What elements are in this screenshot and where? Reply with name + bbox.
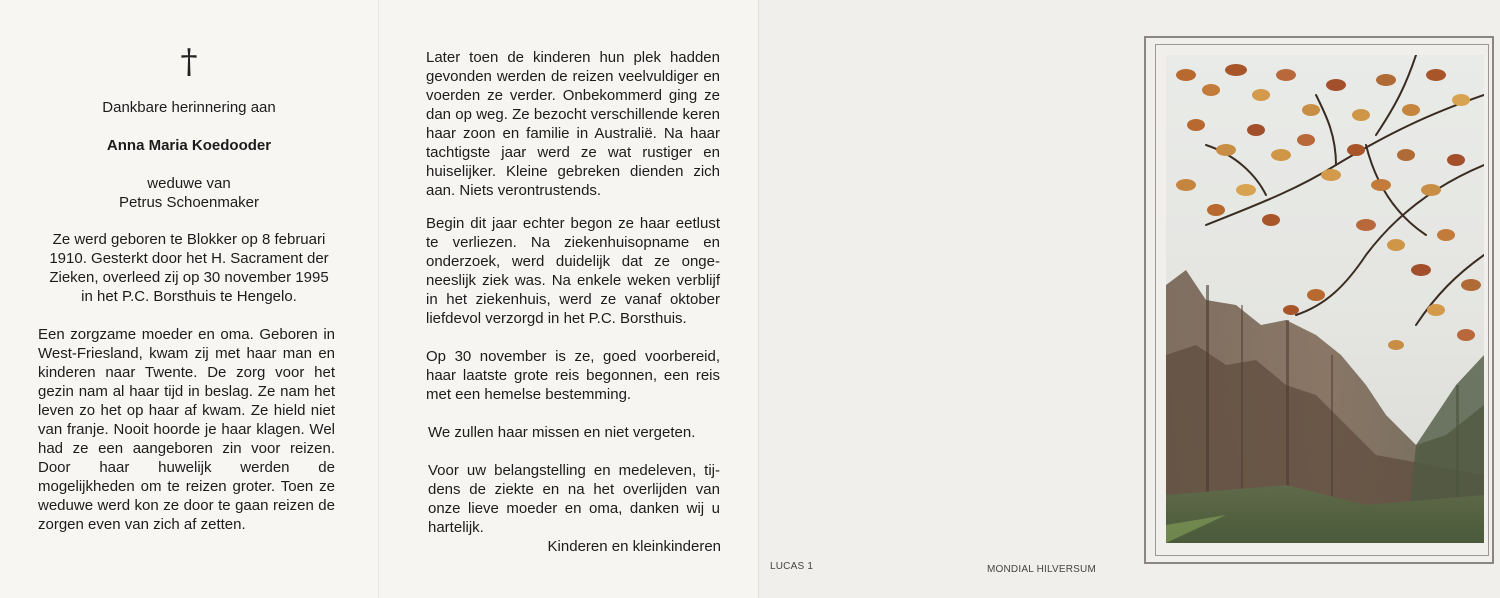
travel-paragraph: Later toen de kinderen hun plek hadden gevonden werden de reizen veelvuldiger en voerden ze verder. Onbekommerd ging ze dan op weg. Ze bezocht verschillende keren haar zoon en familie in Australië. Na haar tachtigste jaar werd ze wat rustiger en huiselijker. Kleine gebreken dienden zich aan. Niets verontrustends. <box>426 49 720 199</box>
biography-text: Een zorgzame moeder en oma. Geboren in West-Friesland, kwam zij met haar man en kinderen naar Twente. De zorg voor het gezin nam al haar tijd in beslag. Ze nam het leven zo het op haar af kwam. Ze hield niet van franje. Nooit hoorde je haar klagen. Wel had ze een aangeboren zin voor reizen. Door haar huwelijk werden de mogelijkheden om te reizen groter. Toen ze weduwe werd kon ze door te gaan reizen de zorgen even van zich af zetten. <box>38 326 335 533</box>
deceased-name: Anna Maria Koedooder <box>106 137 272 154</box>
thanks-paragraph: Voor uw belangstelling en medeleven, tijdens de ziekte en na het overlijden van onze lieve moeder en oma, danken wij u hartelijk. <box>428 462 720 536</box>
passing-paragraph: Op 30 november is ze, goed voorbereid, haar laatste grote reis begonnen, een reis met een hemelse bestemming. <box>426 348 720 403</box>
widow-line-1: weduwe van <box>147 175 231 192</box>
birth-line-4: in het P.C. Borsthuis te Hengelo. <box>81 288 297 305</box>
birth-line-1: Ze werd geboren te Blokker op 8 februari <box>52 231 326 248</box>
verse-credit: LUCAS 1 <box>770 561 814 572</box>
publisher-credit: MONDIAL HILVERSUM <box>987 564 1096 575</box>
remembrance-line: We zullen haar missen en niet vergeten. <box>428 424 696 441</box>
birth-line-2: 1910. Gesterkt door het H. Sacrament der <box>49 250 329 267</box>
widow-line-2: Petrus Schoenmaker <box>118 194 260 211</box>
signature: Kinderen en kleinkinderen <box>547 538 721 555</box>
autumn-photo <box>1166 55 1484 543</box>
illness-paragraph: Begin dit jaar echter begon ze haar eetlust te verliezen. Na ziekenhuisopname en onderzoek, werd duidelijk dat ze ongeneeslijk ziek was. Na enkele weken verblijf in het ziekenhuis, werd ze vanaf oktober liefdevol verzorgd in het P.C. Borsthuis. <box>426 215 720 327</box>
cross-icon: † <box>180 42 198 82</box>
birth-line-3: Zieken, overleed zij op 30 november 1995 <box>49 269 329 286</box>
intro-text: Dankbare herinnering aan <box>102 99 276 116</box>
